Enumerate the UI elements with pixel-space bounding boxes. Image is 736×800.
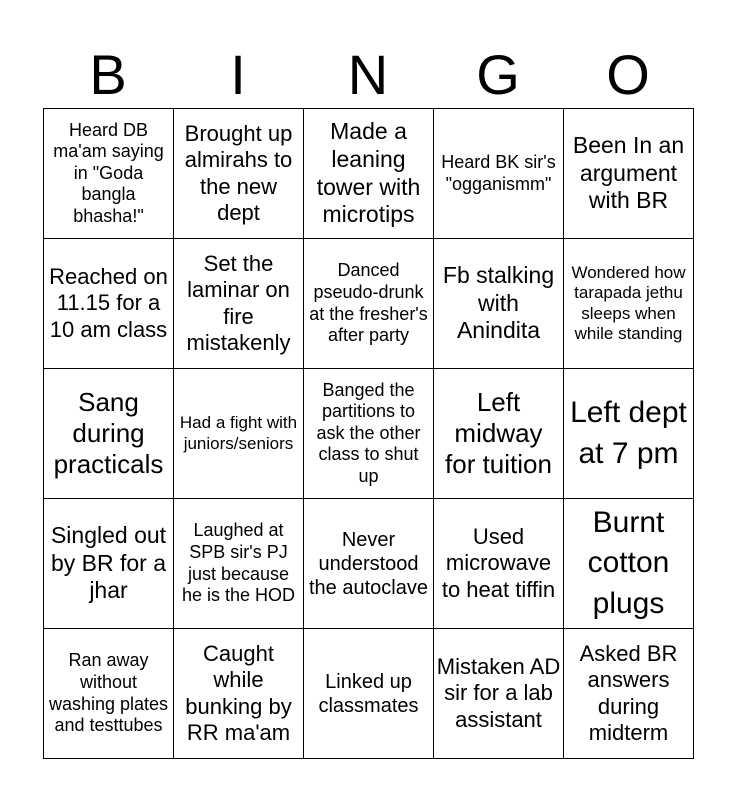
- title-letter-g: G: [476, 43, 520, 106]
- title-letter-i: I: [230, 43, 246, 106]
- bingo-cell[interactable]: Linked up classmates: [304, 629, 434, 759]
- bingo-cell[interactable]: Wondered how tarapada jethu sleeps when while standing: [564, 239, 694, 369]
- grid-row: [44, 369, 694, 499]
- title-letter-b: B: [89, 43, 127, 106]
- bingo-cell[interactable]: Caught while bunking by RR ma'am: [174, 629, 304, 759]
- bingo-cell[interactable]: Heard DB ma'am saying in "Goda bangla bhasha!": [44, 109, 174, 239]
- bingo-grid: [43, 108, 694, 759]
- bingo-cell[interactable]: Banged the partitions to ask the other class to shut up: [304, 369, 434, 499]
- bingo-cell[interactable]: Burnt cotton plugs: [564, 499, 694, 629]
- title-letter-o: O: [606, 43, 650, 106]
- bingo-cell[interactable]: Sang during practicals: [44, 369, 174, 499]
- bingo-cell[interactable]: Set the laminar on fire mistakenly: [174, 239, 304, 369]
- bingo-cell[interactable]: Left dept at 7 pm: [564, 369, 694, 499]
- grid-row: [44, 109, 694, 239]
- grid-row: [44, 499, 694, 629]
- bingo-cell[interactable]: Laughed at SPB sir's PJ just because he is the HOD: [174, 499, 304, 629]
- bingo-cell[interactable]: Asked BR answers during midterm: [564, 629, 694, 759]
- bingo-cell[interactable]: Mistaken AD sir for a lab assistant: [434, 629, 564, 759]
- bingo-cell[interactable]: Brought up almirahs to the new dept: [174, 109, 304, 239]
- bingo-title: [43, 40, 693, 110]
- grid-row: [44, 629, 694, 759]
- bingo-cell[interactable]: Been In an argument with BR: [564, 109, 694, 239]
- bingo-cell[interactable]: Used microwave to heat tiffin: [434, 499, 564, 629]
- bingo-cell[interactable]: Left midway for tuition: [434, 369, 564, 499]
- bingo-cell[interactable]: Made a leaning tower with microtips: [304, 109, 434, 239]
- bingo-cell[interactable]: Heard BK sir's "ogganismm": [434, 109, 564, 239]
- title-letter-n: N: [347, 43, 389, 106]
- bingo-cell[interactable]: Ran away without washing plates and testtubes: [44, 629, 174, 759]
- bingo-cell[interactable]: Fb stalking with Anindita: [434, 239, 564, 369]
- bingo-cell[interactable]: Had a fight with juniors/seniors: [174, 369, 304, 499]
- bingo-cell[interactable]: Singled out by BR for a jhar: [44, 499, 174, 629]
- bingo-cell[interactable]: Never understood the autoclave: [304, 499, 434, 629]
- grid-row: [44, 239, 694, 369]
- bingo-cell[interactable]: Danced pseudo-drunk at the fresher's after party: [304, 239, 434, 369]
- bingo-cell[interactable]: Reached on 11.15 for a 10 am class: [44, 239, 174, 369]
